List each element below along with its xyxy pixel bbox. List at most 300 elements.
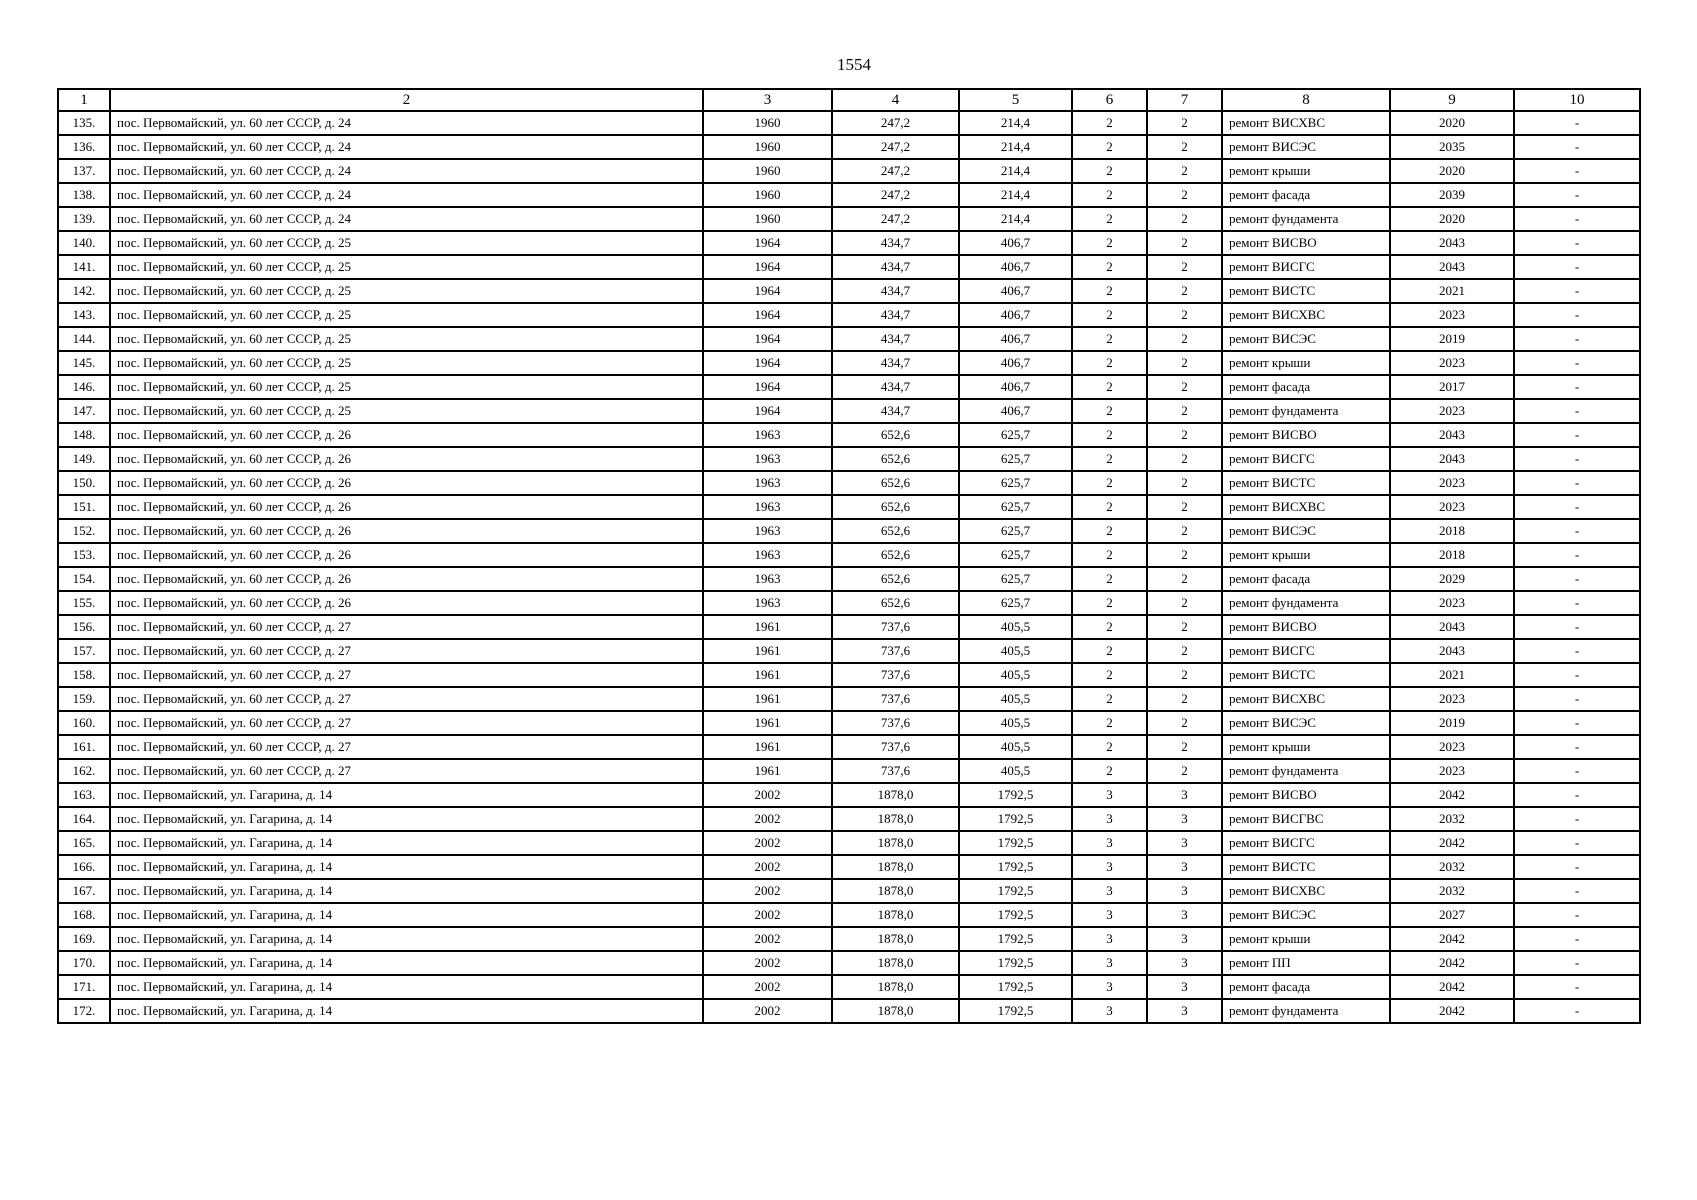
year-cell: 1961 [703, 711, 832, 735]
planned-year-cell: 2032 [1390, 879, 1514, 903]
entrances-cell: 3 [1147, 831, 1222, 855]
address-cell: пос. Первомайский, ул. 60 лет СССР, д. 24 [110, 207, 703, 231]
row-number-cell: 168. [58, 903, 110, 927]
table-row [58, 711, 1640, 735]
entrances-cell: 2 [1147, 351, 1222, 375]
entrances-cell: 2 [1147, 639, 1222, 663]
floors-cell: 2 [1072, 351, 1147, 375]
living-area-cell: 406,7 [959, 303, 1072, 327]
living-area-cell: 405,5 [959, 759, 1072, 783]
work-type-cell: ремонт ПП [1222, 951, 1390, 975]
work-type-cell: ремонт ВИСТС [1222, 663, 1390, 687]
year-cell: 1960 [703, 111, 832, 135]
living-area-cell: 625,7 [959, 567, 1072, 591]
note-cell: - [1514, 159, 1640, 183]
work-type-cell: ремонт ВИСГВС [1222, 807, 1390, 831]
address-cell: пос. Первомайский, ул. 60 лет СССР, д. 24 [110, 159, 703, 183]
work-type-cell: ремонт фасада [1222, 375, 1390, 399]
floors-cell: 3 [1072, 831, 1147, 855]
table-row [58, 471, 1640, 495]
address-cell: пос. Первомайский, ул. 60 лет СССР, д. 27 [110, 615, 703, 639]
row-number-cell: 140. [58, 231, 110, 255]
planned-year-cell: 2043 [1390, 615, 1514, 639]
address-cell: пос. Первомайский, ул. 60 лет СССР, д. 26 [110, 471, 703, 495]
area-cell: 1878,0 [832, 999, 959, 1023]
row-number-cell: 149. [58, 447, 110, 471]
floors-cell: 2 [1072, 567, 1147, 591]
row-number-cell: 146. [58, 375, 110, 399]
area-cell: 434,7 [832, 399, 959, 423]
address-cell: пос. Первомайский, ул. Гагарина, д. 14 [110, 975, 703, 999]
floors-cell: 2 [1072, 663, 1147, 687]
table-row [58, 519, 1640, 543]
row-number-cell: 136. [58, 135, 110, 159]
area-cell: 737,6 [832, 759, 959, 783]
address-cell: пос. Первомайский, ул. 60 лет СССР, д. 26 [110, 423, 703, 447]
planned-year-cell: 2042 [1390, 951, 1514, 975]
note-cell: - [1514, 207, 1640, 231]
floors-cell: 2 [1072, 639, 1147, 663]
area-cell: 652,6 [832, 423, 959, 447]
year-cell: 2002 [703, 927, 832, 951]
planned-year-cell: 2018 [1390, 543, 1514, 567]
living-area-cell: 405,5 [959, 735, 1072, 759]
entrances-cell: 2 [1147, 423, 1222, 447]
floors-cell: 3 [1072, 903, 1147, 927]
living-area-cell: 1792,5 [959, 855, 1072, 879]
row-number-cell: 142. [58, 279, 110, 303]
note-cell: - [1514, 495, 1640, 519]
row-number-cell: 150. [58, 471, 110, 495]
year-cell: 1960 [703, 207, 832, 231]
note-cell: - [1514, 951, 1640, 975]
year-cell: 1963 [703, 543, 832, 567]
work-type-cell: ремонт ВИСХВС [1222, 495, 1390, 519]
living-area-cell: 1792,5 [959, 807, 1072, 831]
address-cell: пос. Первомайский, ул. Гагарина, д. 14 [110, 807, 703, 831]
year-cell: 1964 [703, 375, 832, 399]
row-number-cell: 155. [58, 591, 110, 615]
area-cell: 1878,0 [832, 927, 959, 951]
note-cell: - [1514, 423, 1640, 447]
living-area-cell: 625,7 [959, 423, 1072, 447]
floors-cell: 2 [1072, 207, 1147, 231]
note-cell: - [1514, 783, 1640, 807]
row-number-cell: 139. [58, 207, 110, 231]
table-row [58, 999, 1640, 1023]
planned-year-cell: 2029 [1390, 567, 1514, 591]
header-row [58, 89, 1640, 111]
table-row [58, 423, 1640, 447]
column-header: 6 [1072, 89, 1147, 111]
table-row [58, 759, 1640, 783]
living-area-cell: 214,4 [959, 207, 1072, 231]
area-cell: 737,6 [832, 615, 959, 639]
floors-cell: 2 [1072, 231, 1147, 255]
note-cell: - [1514, 663, 1640, 687]
floors-cell: 3 [1072, 927, 1147, 951]
entrances-cell: 2 [1147, 519, 1222, 543]
table-row [58, 903, 1640, 927]
row-number-cell: 135. [58, 111, 110, 135]
table-row [58, 543, 1640, 567]
row-number-cell: 166. [58, 855, 110, 879]
register-table [57, 88, 1641, 1024]
work-type-cell: ремонт фундамента [1222, 399, 1390, 423]
entrances-cell: 2 [1147, 279, 1222, 303]
year-cell: 1963 [703, 591, 832, 615]
living-area-cell: 625,7 [959, 471, 1072, 495]
area-cell: 652,6 [832, 519, 959, 543]
entrances-cell: 3 [1147, 951, 1222, 975]
note-cell: - [1514, 903, 1640, 927]
work-type-cell: ремонт ВИСТС [1222, 855, 1390, 879]
entrances-cell: 2 [1147, 255, 1222, 279]
note-cell: - [1514, 447, 1640, 471]
area-cell: 1878,0 [832, 783, 959, 807]
address-cell: пос. Первомайский, ул. 60 лет СССР, д. 27 [110, 711, 703, 735]
note-cell: - [1514, 735, 1640, 759]
area-cell: 652,6 [832, 543, 959, 567]
area-cell: 1878,0 [832, 951, 959, 975]
floors-cell: 2 [1072, 591, 1147, 615]
note-cell: - [1514, 807, 1640, 831]
living-area-cell: 406,7 [959, 399, 1072, 423]
entrances-cell: 2 [1147, 567, 1222, 591]
year-cell: 1963 [703, 567, 832, 591]
address-cell: пос. Первомайский, ул. 60 лет СССР, д. 25 [110, 255, 703, 279]
column-header: 8 [1222, 89, 1390, 111]
entrances-cell: 3 [1147, 807, 1222, 831]
planned-year-cell: 2032 [1390, 855, 1514, 879]
note-cell: - [1514, 111, 1640, 135]
work-type-cell: ремонт крыши [1222, 927, 1390, 951]
row-number-cell: 158. [58, 663, 110, 687]
floors-cell: 2 [1072, 495, 1147, 519]
entrances-cell: 2 [1147, 495, 1222, 519]
floors-cell: 2 [1072, 159, 1147, 183]
planned-year-cell: 2023 [1390, 351, 1514, 375]
floors-cell: 3 [1072, 879, 1147, 903]
table-row [58, 375, 1640, 399]
entrances-cell: 2 [1147, 207, 1222, 231]
address-cell: пос. Первомайский, ул. 60 лет СССР, д. 26 [110, 591, 703, 615]
table-row [58, 447, 1640, 471]
address-cell: пос. Первомайский, ул. 60 лет СССР, д. 24 [110, 135, 703, 159]
row-number-cell: 141. [58, 255, 110, 279]
entrances-cell: 3 [1147, 855, 1222, 879]
planned-year-cell: 2032 [1390, 807, 1514, 831]
year-cell: 2002 [703, 903, 832, 927]
living-area-cell: 405,5 [959, 663, 1072, 687]
planned-year-cell: 2043 [1390, 255, 1514, 279]
work-type-cell: ремонт ВИСГС [1222, 447, 1390, 471]
note-cell: - [1514, 999, 1640, 1023]
area-cell: 247,2 [832, 135, 959, 159]
work-type-cell: ремонт ВИСХВС [1222, 879, 1390, 903]
entrances-cell: 2 [1147, 447, 1222, 471]
row-number-cell: 163. [58, 783, 110, 807]
living-area-cell: 214,4 [959, 135, 1072, 159]
address-cell: пос. Первомайский, ул. 60 лет СССР, д. 25 [110, 279, 703, 303]
area-cell: 737,6 [832, 711, 959, 735]
note-cell: - [1514, 471, 1640, 495]
table-row [58, 615, 1640, 639]
note-cell: - [1514, 543, 1640, 567]
area-cell: 1878,0 [832, 903, 959, 927]
planned-year-cell: 2023 [1390, 735, 1514, 759]
work-type-cell: ремонт фасада [1222, 183, 1390, 207]
work-type-cell: ремонт ВИСХВС [1222, 111, 1390, 135]
work-type-cell: ремонт фундамента [1222, 207, 1390, 231]
note-cell: - [1514, 327, 1640, 351]
area-cell: 247,2 [832, 159, 959, 183]
year-cell: 1964 [703, 351, 832, 375]
living-area-cell: 405,5 [959, 639, 1072, 663]
entrances-cell: 3 [1147, 975, 1222, 999]
area-cell: 434,7 [832, 327, 959, 351]
table-row [58, 399, 1640, 423]
note-cell: - [1514, 855, 1640, 879]
living-area-cell: 1792,5 [959, 831, 1072, 855]
table-row [58, 975, 1640, 999]
column-header: 10 [1514, 89, 1640, 111]
planned-year-cell: 2023 [1390, 759, 1514, 783]
note-cell: - [1514, 639, 1640, 663]
row-number-cell: 162. [58, 759, 110, 783]
area-cell: 434,7 [832, 255, 959, 279]
work-type-cell: ремонт ВИСЭС [1222, 327, 1390, 351]
planned-year-cell: 2042 [1390, 783, 1514, 807]
work-type-cell: ремонт фундамента [1222, 999, 1390, 1023]
row-number-cell: 138. [58, 183, 110, 207]
planned-year-cell: 2020 [1390, 207, 1514, 231]
living-area-cell: 625,7 [959, 543, 1072, 567]
note-cell: - [1514, 711, 1640, 735]
address-cell: пос. Первомайский, ул. 60 лет СССР, д. 27 [110, 759, 703, 783]
address-cell: пос. Первомайский, ул. Гагарина, д. 14 [110, 831, 703, 855]
living-area-cell: 406,7 [959, 279, 1072, 303]
work-type-cell: ремонт ВИСВО [1222, 423, 1390, 447]
area-cell: 1878,0 [832, 855, 959, 879]
work-type-cell: ремонт ВИСХВС [1222, 687, 1390, 711]
address-cell: пос. Первомайский, ул. 60 лет СССР, д. 25 [110, 303, 703, 327]
year-cell: 1960 [703, 183, 832, 207]
address-cell: пос. Первомайский, ул. Гагарина, д. 14 [110, 783, 703, 807]
planned-year-cell: 2019 [1390, 327, 1514, 351]
entrances-cell: 2 [1147, 591, 1222, 615]
table-row [58, 159, 1640, 183]
year-cell: 1964 [703, 255, 832, 279]
entrances-cell: 3 [1147, 783, 1222, 807]
floors-cell: 2 [1072, 759, 1147, 783]
row-number-cell: 172. [58, 999, 110, 1023]
living-area-cell: 405,5 [959, 711, 1072, 735]
work-type-cell: ремонт крыши [1222, 735, 1390, 759]
column-header: 3 [703, 89, 832, 111]
floors-cell: 2 [1072, 255, 1147, 279]
work-type-cell: ремонт фасада [1222, 975, 1390, 999]
table-row [58, 567, 1640, 591]
planned-year-cell: 2035 [1390, 135, 1514, 159]
entrances-cell: 2 [1147, 327, 1222, 351]
floors-cell: 2 [1072, 519, 1147, 543]
living-area-cell: 214,4 [959, 111, 1072, 135]
area-cell: 1878,0 [832, 831, 959, 855]
planned-year-cell: 2017 [1390, 375, 1514, 399]
year-cell: 2002 [703, 999, 832, 1023]
planned-year-cell: 2027 [1390, 903, 1514, 927]
work-type-cell: ремонт ВИСЭС [1222, 903, 1390, 927]
entrances-cell: 2 [1147, 543, 1222, 567]
address-cell: пос. Первомайский, ул. 60 лет СССР, д. 26 [110, 567, 703, 591]
work-type-cell: ремонт ВИСГС [1222, 255, 1390, 279]
row-number-cell: 148. [58, 423, 110, 447]
note-cell: - [1514, 231, 1640, 255]
address-cell: пос. Первомайский, ул. 60 лет СССР, д. 26 [110, 495, 703, 519]
row-number-cell: 164. [58, 807, 110, 831]
column-header: 9 [1390, 89, 1514, 111]
row-number-cell: 147. [58, 399, 110, 423]
living-area-cell: 405,5 [959, 687, 1072, 711]
year-cell: 1963 [703, 495, 832, 519]
entrances-cell: 2 [1147, 231, 1222, 255]
entrances-cell: 2 [1147, 135, 1222, 159]
address-cell: пос. Первомайский, ул. 60 лет СССР, д. 24 [110, 183, 703, 207]
planned-year-cell: 2039 [1390, 183, 1514, 207]
entrances-cell: 3 [1147, 879, 1222, 903]
row-number-cell: 165. [58, 831, 110, 855]
address-cell: пос. Первомайский, ул. 60 лет СССР, д. 25 [110, 351, 703, 375]
floors-cell: 2 [1072, 447, 1147, 471]
year-cell: 1964 [703, 303, 832, 327]
floors-cell: 3 [1072, 975, 1147, 999]
address-cell: пос. Первомайский, ул. Гагарина, д. 14 [110, 879, 703, 903]
note-cell: - [1514, 351, 1640, 375]
note-cell: - [1514, 831, 1640, 855]
floors-cell: 2 [1072, 111, 1147, 135]
row-number-cell: 160. [58, 711, 110, 735]
address-cell: пос. Первомайский, ул. 60 лет СССР, д. 27 [110, 687, 703, 711]
row-number-cell: 169. [58, 927, 110, 951]
year-cell: 2002 [703, 855, 832, 879]
year-cell: 1963 [703, 423, 832, 447]
floors-cell: 2 [1072, 327, 1147, 351]
floors-cell: 3 [1072, 951, 1147, 975]
note-cell: - [1514, 255, 1640, 279]
row-number-cell: 145. [58, 351, 110, 375]
row-number-cell: 171. [58, 975, 110, 999]
work-type-cell: ремонт ВИСТС [1222, 279, 1390, 303]
entrances-cell: 2 [1147, 711, 1222, 735]
planned-year-cell: 2021 [1390, 279, 1514, 303]
area-cell: 652,6 [832, 447, 959, 471]
year-cell: 1964 [703, 231, 832, 255]
planned-year-cell: 2043 [1390, 639, 1514, 663]
living-area-cell: 406,7 [959, 375, 1072, 399]
year-cell: 1960 [703, 159, 832, 183]
area-cell: 652,6 [832, 495, 959, 519]
note-cell: - [1514, 591, 1640, 615]
living-area-cell: 1792,5 [959, 999, 1072, 1023]
address-cell: пос. Первомайский, ул. 60 лет СССР, д. 26 [110, 543, 703, 567]
entrances-cell: 3 [1147, 999, 1222, 1023]
table-row [58, 303, 1640, 327]
living-area-cell: 625,7 [959, 519, 1072, 543]
floors-cell: 2 [1072, 687, 1147, 711]
area-cell: 652,6 [832, 471, 959, 495]
planned-year-cell: 2020 [1390, 111, 1514, 135]
entrances-cell: 2 [1147, 759, 1222, 783]
area-cell: 737,6 [832, 687, 959, 711]
year-cell: 1964 [703, 279, 832, 303]
table-row [58, 255, 1640, 279]
entrances-cell: 3 [1147, 903, 1222, 927]
work-type-cell: ремонт ВИСГС [1222, 639, 1390, 663]
year-cell: 1961 [703, 735, 832, 759]
table-row [58, 831, 1640, 855]
table-row [58, 879, 1640, 903]
entrances-cell: 2 [1147, 663, 1222, 687]
planned-year-cell: 2023 [1390, 495, 1514, 519]
row-number-cell: 151. [58, 495, 110, 519]
address-cell: пос. Первомайский, ул. 60 лет СССР, д. 27 [110, 663, 703, 687]
table-row [58, 279, 1640, 303]
note-cell: - [1514, 975, 1640, 999]
work-type-cell: ремонт ВИСЭС [1222, 519, 1390, 543]
table-row [58, 111, 1640, 135]
area-cell: 1878,0 [832, 807, 959, 831]
row-number-cell: 152. [58, 519, 110, 543]
floors-cell: 2 [1072, 615, 1147, 639]
year-cell: 2002 [703, 975, 832, 999]
column-header: 4 [832, 89, 959, 111]
floors-cell: 3 [1072, 999, 1147, 1023]
entrances-cell: 2 [1147, 303, 1222, 327]
year-cell: 1961 [703, 759, 832, 783]
work-type-cell: ремонт ВИСХВС [1222, 303, 1390, 327]
work-type-cell: ремонт фундамента [1222, 759, 1390, 783]
area-cell: 737,6 [832, 735, 959, 759]
address-cell: пос. Первомайский, ул. 60 лет СССР, д. 25 [110, 327, 703, 351]
table-row [58, 735, 1640, 759]
year-cell: 2002 [703, 831, 832, 855]
living-area-cell: 625,7 [959, 591, 1072, 615]
area-cell: 652,6 [832, 567, 959, 591]
entrances-cell: 2 [1147, 159, 1222, 183]
living-area-cell: 1792,5 [959, 783, 1072, 807]
entrances-cell: 3 [1147, 927, 1222, 951]
entrances-cell: 2 [1147, 183, 1222, 207]
year-cell: 1964 [703, 327, 832, 351]
area-cell: 434,7 [832, 231, 959, 255]
area-cell: 434,7 [832, 279, 959, 303]
table-row [58, 183, 1640, 207]
entrances-cell: 2 [1147, 375, 1222, 399]
address-cell: пос. Первомайский, ул. Гагарина, д. 14 [110, 999, 703, 1023]
address-cell: пос. Первомайский, ул. Гагарина, д. 14 [110, 855, 703, 879]
planned-year-cell: 2023 [1390, 303, 1514, 327]
year-cell: 1963 [703, 447, 832, 471]
floors-cell: 2 [1072, 423, 1147, 447]
living-area-cell: 406,7 [959, 255, 1072, 279]
address-cell: пос. Первомайский, ул. 60 лет СССР, д. 26 [110, 447, 703, 471]
row-number-cell: 137. [58, 159, 110, 183]
row-number-cell: 144. [58, 327, 110, 351]
year-cell: 1961 [703, 615, 832, 639]
work-type-cell: ремонт ВИСЭС [1222, 711, 1390, 735]
planned-year-cell: 2042 [1390, 999, 1514, 1023]
